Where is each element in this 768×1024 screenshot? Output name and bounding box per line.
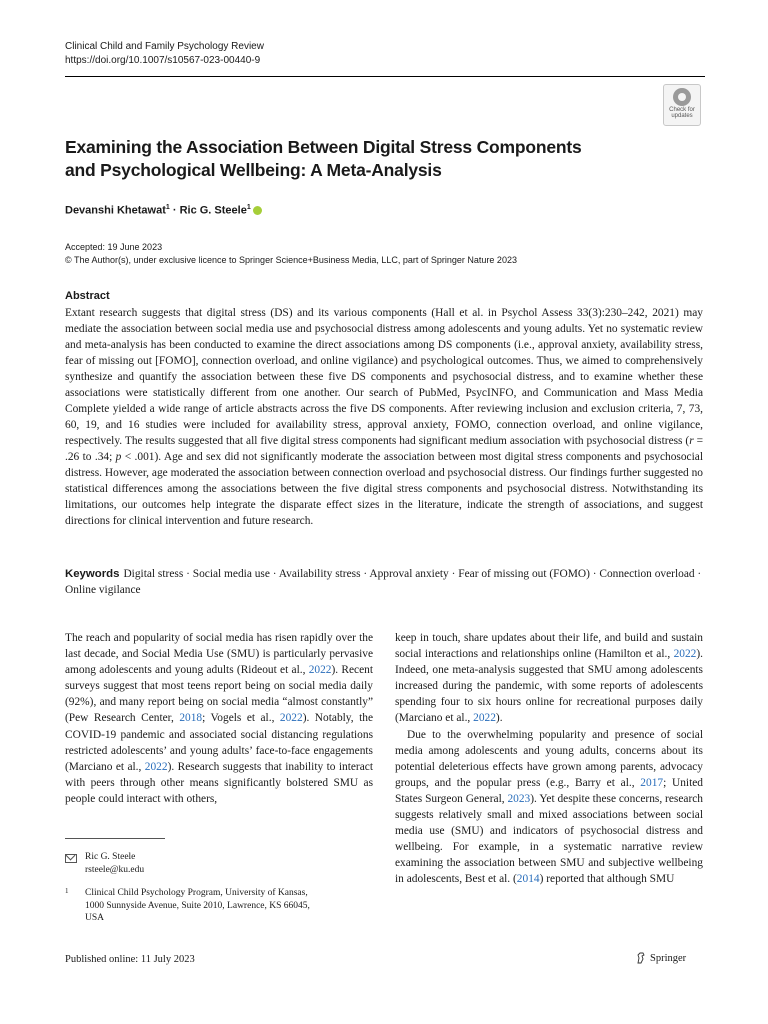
footnote-rule <box>65 838 165 839</box>
author-name[interactable]: Devanshi Khetawat <box>65 204 166 217</box>
abstract-text <box>65 305 703 529</box>
citation-link[interactable]: 2017 <box>640 776 664 789</box>
text-segment: Due to the overwhelming popularity and presence of social media among adolescents and young adults, concerns about its potential deleterious effects have grown among parents, advocacy groups, and the popular press (e.g., Barry et al., <box>395 728 703 789</box>
text-segment: ) reported that although SMU <box>539 873 675 886</box>
springer-horse-icon <box>636 952 646 964</box>
citation-link[interactable]: 2022 <box>473 712 496 725</box>
body-column-left <box>65 630 373 807</box>
affiliation-mark: 1 <box>246 204 251 211</box>
badge-line-1: Check for <box>669 107 695 113</box>
body-paragraph <box>395 727 703 888</box>
text-segment: ). Notably, the COVID-19 pandemic and associated social distancing regulations restricted adolescents’ and young adults’ face-to-face engagements (Marciano et al., <box>65 712 373 773</box>
affiliation-line: 1000 Sunnyside Avenue, Suite 2010, Lawrence, KS 66045, <box>85 900 310 911</box>
text-segment: ; Vogels et al., <box>202 712 280 725</box>
body-column-right <box>395 630 703 888</box>
abstract-segment: < .001). Age and sex did not significantly moderate the association between most digital stress components and psychosocial distress. However, age moderated the association between connection overload and psychosocial distress. Our findings further suggested no statistical differences among the associations between the five digital stress components and psychosocial distress. Notwithstanding its limitations, our outcomes help integrate the disparate effect sizes in the literature, indicate the strength of associations, and suggest directions for clinical intervention and future research. <box>65 451 704 527</box>
citation-link[interactable]: 2014 <box>516 873 540 886</box>
text-segment: ). <box>495 712 503 725</box>
keywords-text: Digital stress · Social media use · Availability stress · Approval anxiety · Fear of missing out (FOMO) · Connection overload · Online vigilance <box>65 568 702 596</box>
citation-link[interactable]: 2022 <box>279 712 303 725</box>
author-separator: · <box>169 204 180 217</box>
article-title <box>65 136 625 182</box>
check-updates-icon <box>673 88 691 106</box>
check-for-updates-badge[interactable] <box>663 84 701 126</box>
citation-link[interactable]: 2023 <box>507 792 531 805</box>
copyright-line: © The Author(s), under exclusive licence to Springer Science+Business Media, LLC, part of Springer Nature 2023 <box>65 254 517 265</box>
citation-link[interactable]: 2022 <box>144 760 168 773</box>
orcid-icon[interactable] <box>253 206 262 215</box>
footnotes <box>65 851 365 925</box>
abstract-italic: r <box>689 435 694 447</box>
affiliation-mark: 1 <box>165 204 170 211</box>
affiliation-line: USA <box>85 913 105 923</box>
publisher-name: Springer <box>650 952 687 964</box>
affiliation-note <box>65 887 365 925</box>
affiliation-number: 1 <box>65 887 69 895</box>
corresponding-author-note <box>65 851 365 876</box>
abstract-heading: Abstract <box>65 290 110 302</box>
text-segment: ). Recent surveys suggest that most teens report being on social media daily (92%), and many report being on social media “almost constantly” (Pew Research Center, <box>65 664 373 725</box>
title-line-2: and Psychological Wellbeing: A Meta-Analysis <box>65 160 442 180</box>
running-header <box>65 40 705 68</box>
abstract-segment: Extant research suggests that digital stress (DS) and its various components (Hall et al. in Psychol Assess 33(3):230–242, 2021) may mediate the association between social media use and psychosocial distress among adolescents and young adults. Yet no systematic review and meta-analysis has been conducted to examine the direct associations among DS components (i.e., approval anxiety, availability stress, fear of missing out [FOMO], connection overload, and online vigilance) and psychological outcomes. Thus, we aimed to comprehensively synthesize and quantify the association between these five DS components and psychosocial distress, and to examine whether these associations were statistically different from one another. Our search of PubMed, PsycINFO, and Communication and Mass Media Complete yielded a wide range of article abstracts across the five DS components. After reviewing inclusion and exclusion criteria, 7, 73, 60, 19, and 16 studies were included for availability stress, approval anxiety, FOMO, connection overload, and online vigilance, respectively. The results suggested that all five digital stress components had significant medium association with psychosocial distress ( <box>65 307 703 447</box>
citation-link[interactable]: 2022 <box>673 648 697 661</box>
mail-icon <box>65 854 77 863</box>
publisher-logo <box>636 952 686 964</box>
citation-link[interactable]: 2022 <box>308 664 332 677</box>
author-name[interactable]: Ric G. Steele <box>179 204 247 217</box>
article-dates <box>65 241 517 266</box>
doi-link[interactable]: https://doi.org/10.1007/s10567-023-00440-9 <box>65 55 261 66</box>
text-segment: The reach and popularity of social media has risen rapidly over the last decade, and Social Media Use (SMU) is particularly pervasive among adolescents and young adults (Rideout et al., <box>65 632 373 677</box>
text-segment: ). Research suggests that inability to interact with peers through other means significantly bolstered SMU as people could interact with others, <box>65 760 373 805</box>
text-segment: ). Indeed, one meta-analysis suggested that SMU among adolescents increased during the pandemic, with some reports of adolescents spending four to six hours online for recreational purposes daily (Marciano et al., <box>395 648 703 725</box>
published-date: Published online: 11 July 2023 <box>65 954 195 965</box>
abstract-segment: = .26 to .34; <box>65 435 703 463</box>
body-paragraph <box>65 630 373 807</box>
accepted-date: Accepted: 19 June 2023 <box>65 242 163 252</box>
keywords-block <box>65 566 705 598</box>
text-segment: ). Yet despite these concerns, research suggests relatively small and mixed associations between social media use (SMU) and indicators of psychosocial distress and wellbeing. For example, in a systematic narrative review examining the association between SMU and subjective wellbeing in adolescents, Best et al. ( <box>395 792 703 886</box>
citation-link[interactable]: 2018 <box>179 712 203 725</box>
header-rule <box>65 76 705 77</box>
body-paragraph <box>395 630 703 727</box>
text-segment: ; United States Surgeon General, <box>395 776 703 805</box>
title-line-1: Examining the Association Between Digital Stress Components <box>65 137 582 157</box>
affiliation-line: Clinical Child Psychology Program, University of Kansas, <box>85 888 308 898</box>
text-segment: keep in touch, share updates about their life, and build and sustain social interactions and relationships online (Hamilton et al., <box>395 632 703 661</box>
corresponding-author-name: Ric G. Steele <box>85 852 136 862</box>
journal-name: Clinical Child and Family Psychology Review <box>65 41 264 52</box>
badge-line-2: updates <box>671 113 693 119</box>
keywords-label: Keywords <box>65 568 120 580</box>
author-list <box>65 204 262 217</box>
corresponding-author-email[interactable]: rsteele@ku.edu <box>85 864 145 875</box>
abstract-italic: p <box>115 451 122 463</box>
